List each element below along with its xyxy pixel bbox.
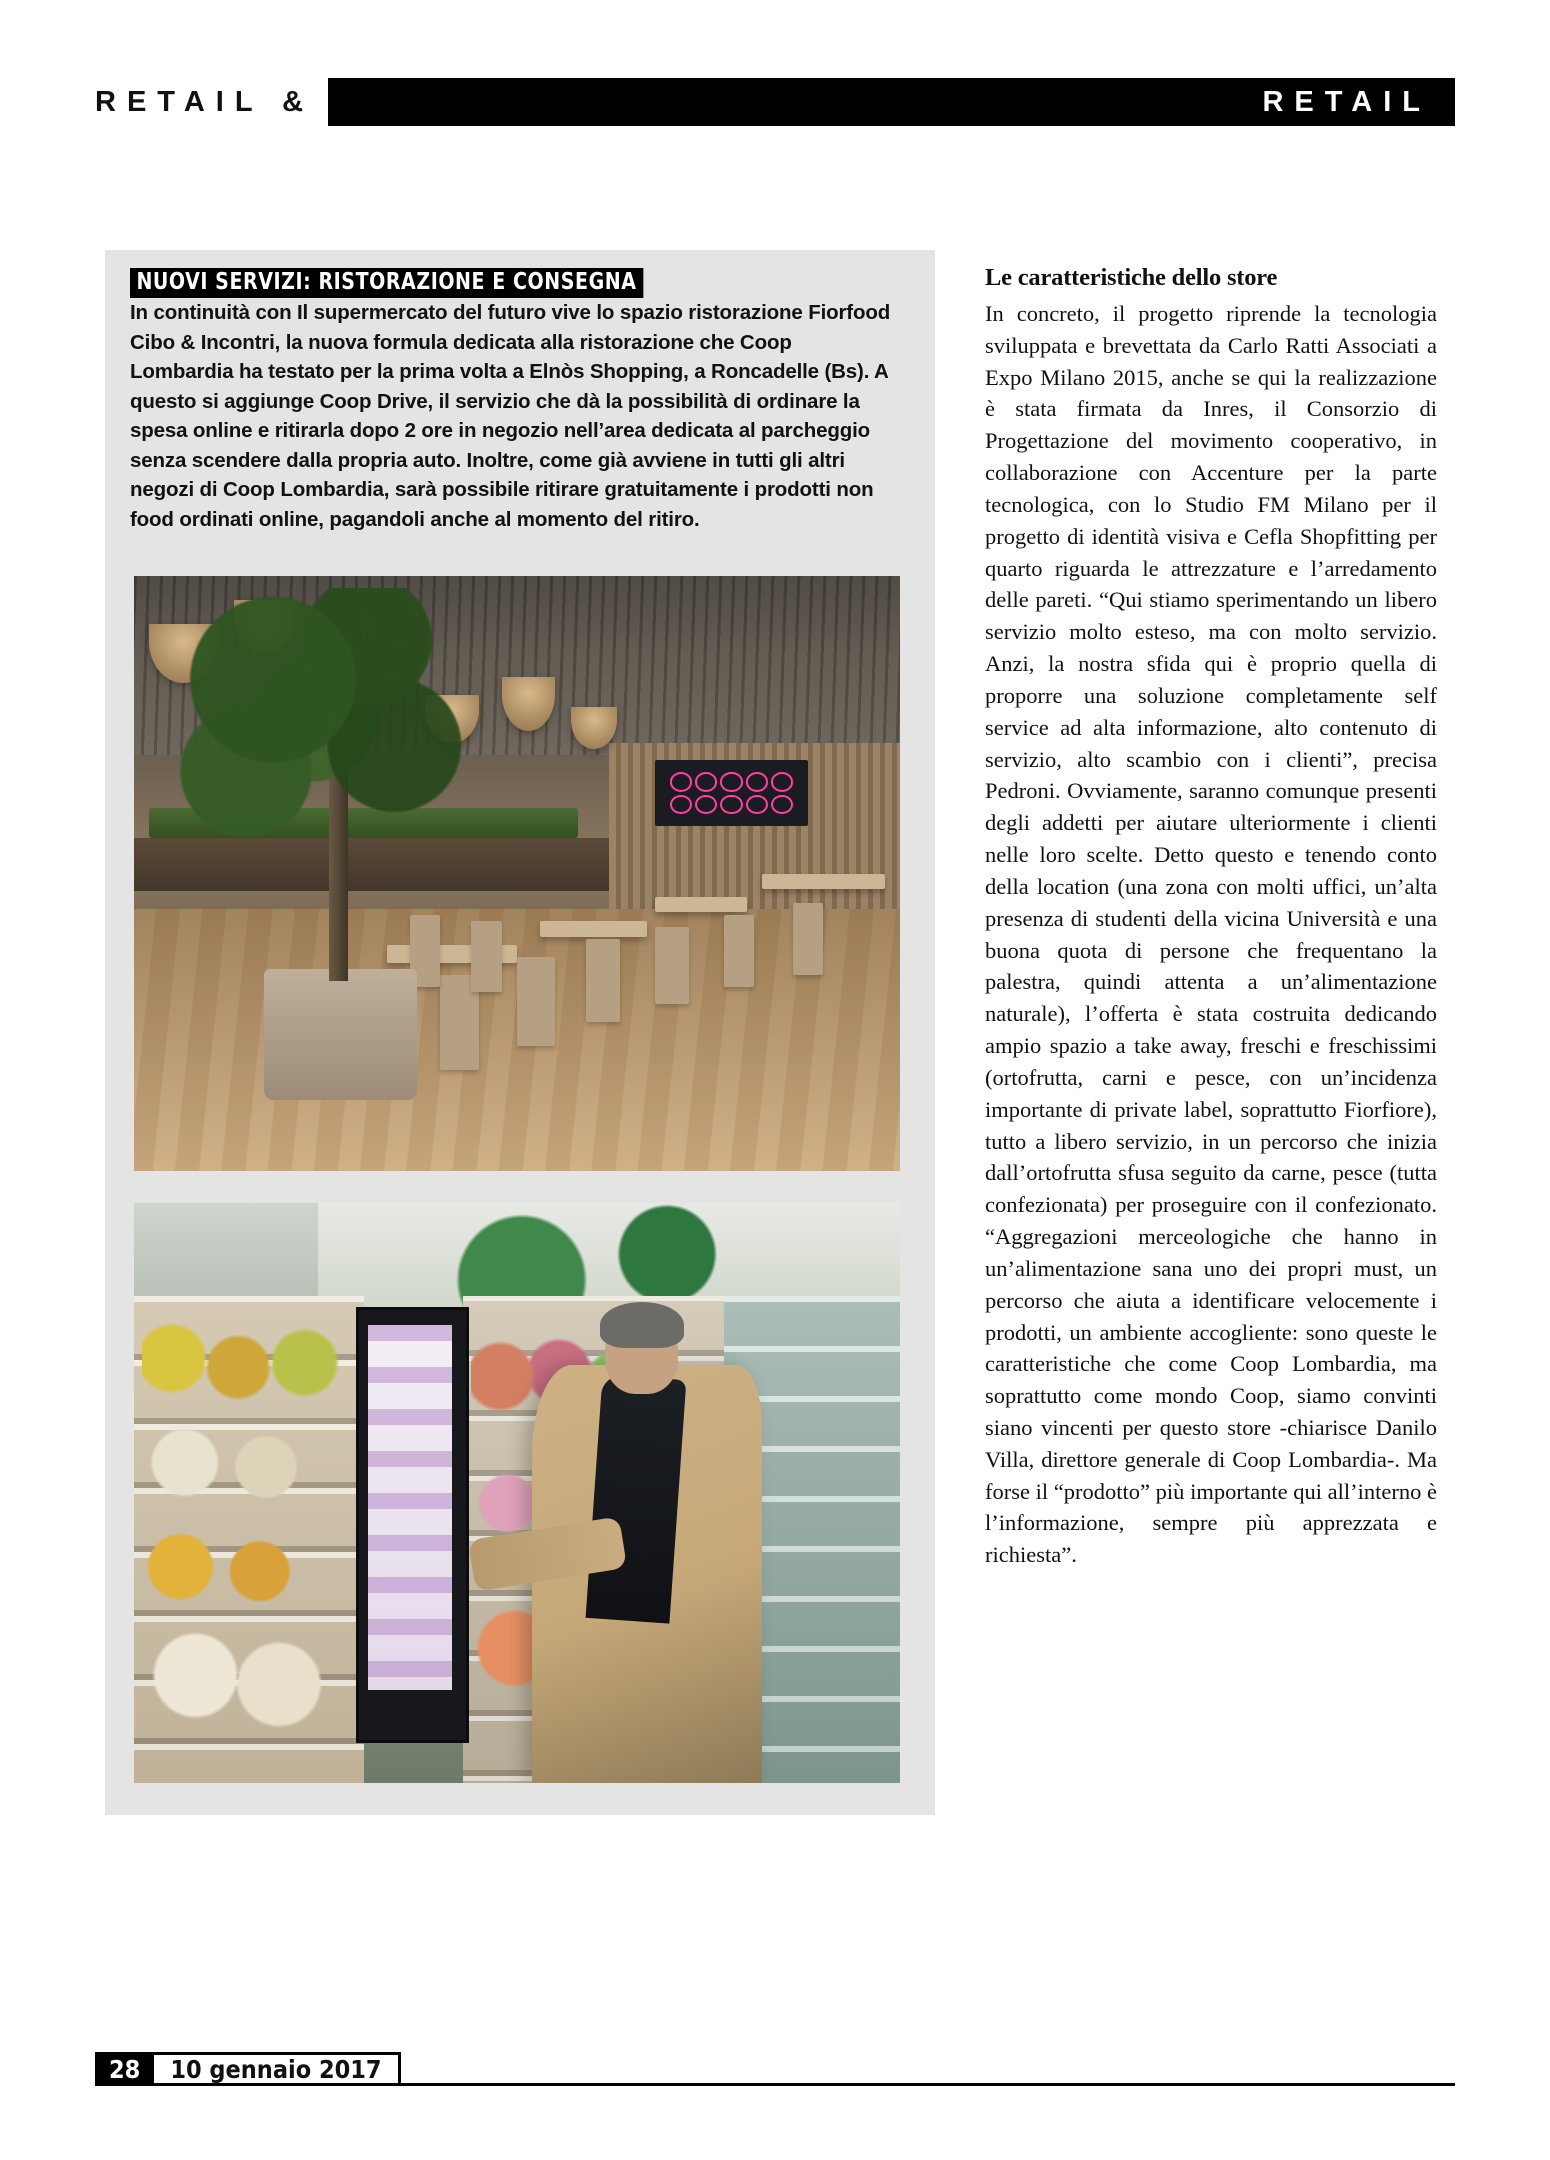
header-black-bar	[328, 78, 1455, 126]
photo-customer-at-digital-kiosk	[134, 1203, 900, 1783]
dining-table	[762, 874, 885, 889]
page-number: 28	[95, 2052, 154, 2086]
footer-rule	[401, 2083, 1455, 2086]
chair	[655, 927, 689, 1004]
photo-restaurant-area	[134, 576, 900, 1171]
right-column	[985, 264, 1437, 1571]
neon-sign	[670, 772, 793, 814]
page-footer	[95, 2052, 1455, 2086]
page-header	[95, 78, 1455, 126]
lead-paragraph: In continuità con Il supermercato del futuro vive lo spazio ristorazione Fiorfood Cibo & Incontri, la nuova formula dedicata alla ristorazione che Coop Lombardia ha testato per la prima volta a Elnòs Shopping, a Roncadelle (Bs). A questo si aggiunge Coop Drive, il servizio che dà la possibilità di ordinare la spesa online e ritirarla dopo 2 ore in negozio nell’area dedicata al parcheggio senza scendere dalla propria auto. Inoltre, come già avviene in tutti gli altri negozi di Coop Lombardia, sarà possibile ritirare gratuitamente i prodotti non food ordinati online, pagandoli anche al momento del ritiro.	[130, 301, 891, 531]
dining-table	[540, 921, 647, 936]
tree-foliage	[172, 588, 509, 850]
chair	[586, 939, 620, 1022]
kiosk-screen-content	[368, 1325, 452, 1690]
chair	[517, 957, 555, 1046]
shopper-hair	[600, 1302, 684, 1348]
planter-pot	[264, 969, 417, 1100]
left-shelf-products	[142, 1313, 356, 1765]
chair	[793, 903, 824, 974]
shopper-jacket	[585, 1374, 686, 1623]
header-bar-title: RETAIL	[1262, 85, 1431, 118]
article-subheading: Le caratteristiche dello store	[985, 264, 1278, 291]
issue-date: 10 gennaio 2017	[154, 2052, 400, 2086]
chair	[471, 921, 502, 992]
dining-table	[655, 897, 747, 911]
header-section-title: RETAIL &	[95, 85, 315, 118]
article-body: In concreto, il progetto riprende la tecnologia sviluppata e brevettata da Carlo Ratti Associati a Expo Milano 2015, anche se qui la realizzazione è stata firmata da Inres, il Consorzio di Progettazione del movimento cooperativo, in collaborazione con Accenture per la parte tecnologica, con lo Studio FM Milano per il progetto di identità visiva e Cefla Shopfitting per quarto riguarda le attrezzature e l’arredamento delle pareti. “Qui stiamo sperimentando un libero servizio molto esteso, ma con molto servizio. Anzi, la nostra sfida qui è proprio quella di proporre una soluzione completamente self service ad alta informazione, alto contenuto di servizio, alto scambio con i clienti”, precisa Pedroni. Ovviamente, saranno comunque presenti degli addetti per aiutare ulteriormente i clienti nelle loro scelte. Detto questo e tenendo conto della location (una zona con molti uffici, un’alta presenza di studenti della vicina Università e una buona quota di persone che frequentano la palestra, quindi attenta a un’alimentazione naturale), l’offerta è stata costruita dedicando ampio spazio a take away, freschi e freschissimi (ortofrutta, carni e pesce, con un’incidenza importante di private label, soprattutto Fiorfiore), tutto a libero servizio, in un percorso che inizia dall’ortofrutta sfusa seguito da carne, pesce (tutta confezionata) per proseguire con il confezionato. “Aggregazioni merceologiche che hanno in un’alimentazione sana uno dei propri must, un percorso che aiuta a identificare velocemente i prodotti, un ambiente accogliente: sono queste le caratteristiche che come Coop Lombardia, ma soprattutto come mondo Coop, siamo convinti siano vincenti per questo store -chiarisce Danilo Villa, direttore generale di Coop Lombardia-. Ma forse il “prodotto” più importante qui all’interno è l’informazione, sempre più apprezzata e richiesta”.	[985, 301, 1437, 1568]
chair	[724, 915, 755, 986]
section-kicker: NUOVI SERVIZI: RISTORAZIONE E CONSEGNA	[130, 268, 643, 298]
